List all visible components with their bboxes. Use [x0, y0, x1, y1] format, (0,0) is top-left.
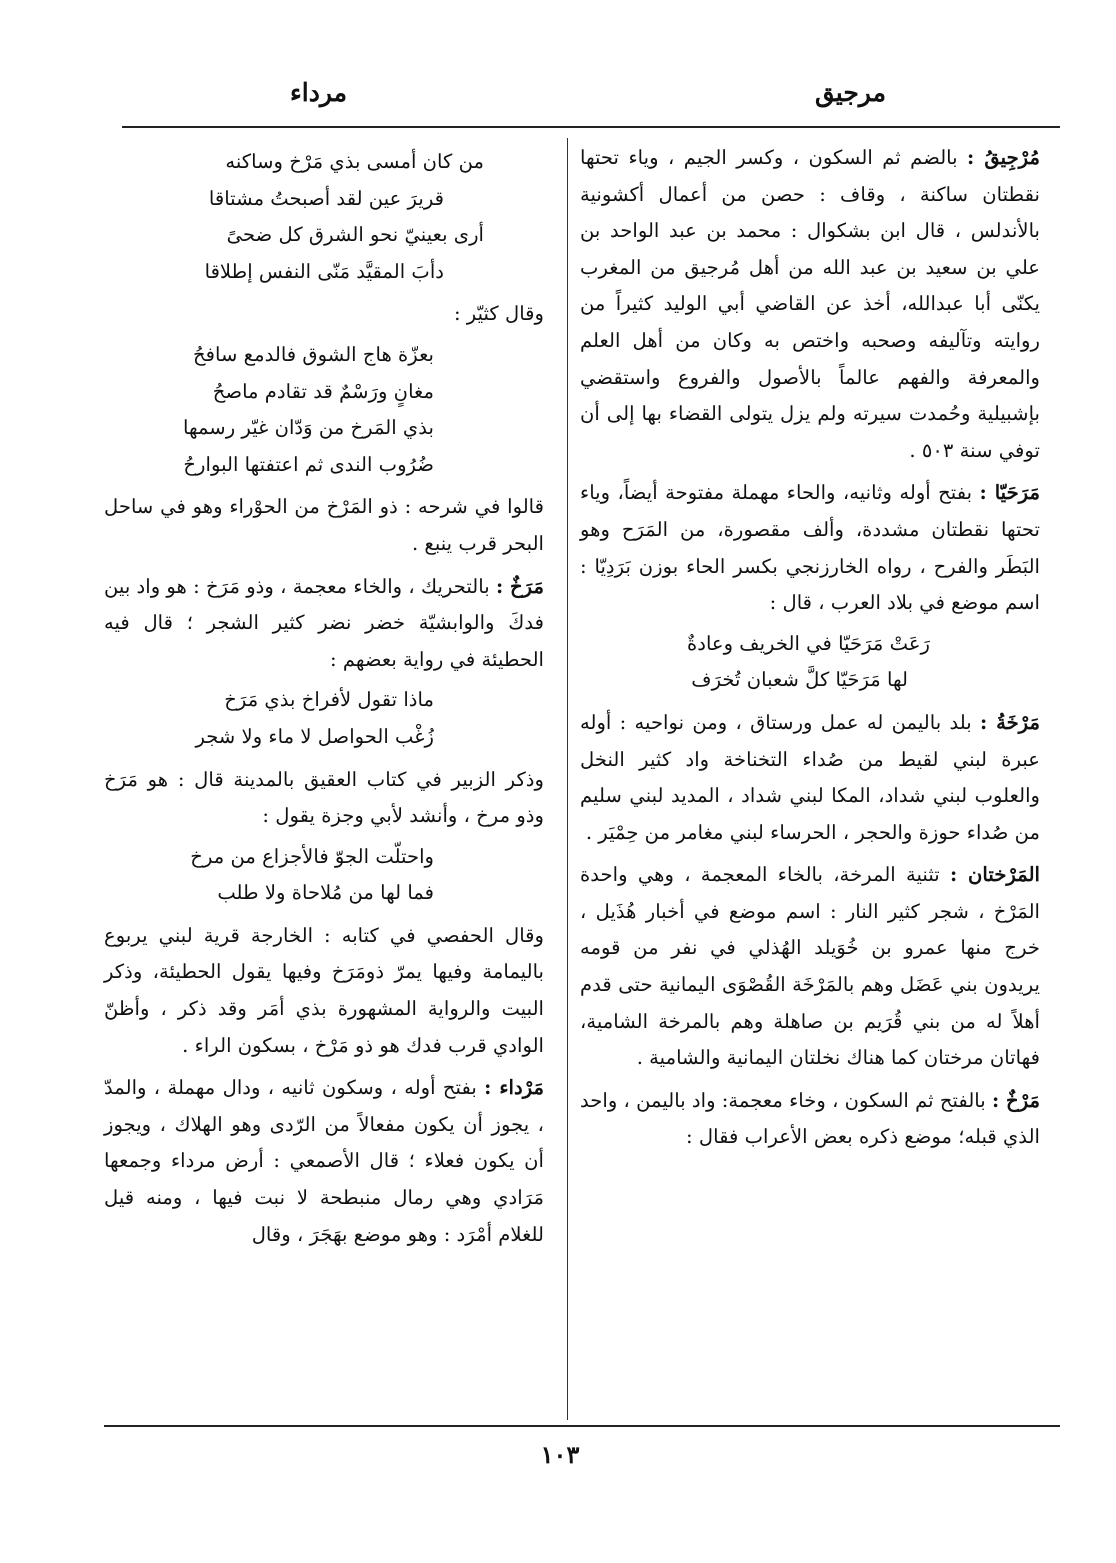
- entry-headword: مَرْداء :: [484, 1076, 545, 1100]
- verse-line: لها مَرَحَيّا كلَّ شعبان تُخرَف: [691, 668, 908, 692]
- entry-headword: المَرْختان :: [949, 863, 1040, 887]
- verse-line: زُغْب الحواصل لا ماء ولا شجر: [195, 724, 434, 748]
- entry-text: بالضم ثم السكون ، وكسر الجيم ، وياء تحتها نقطتان ساكنة ، وقاف : حصن من أعمال أكشونية بالأندلس ، قال ابن بشكوال : محمد بن عبد الواحد بن علي بن سعيد بن عبد الله من أهل مُرجيق من المغرب يكنّى أبا عبدالله، أخذ عن القاضي أبي الوليد كثيراً من روايته وتآليفه وصحبه واختص به وكان من أهل العلم والمعرفة والفهم عالماً بالأصول والفروع واستقضي بإشبيلية وحُمدت سيرته ولم يزل يتولى القضاء بها إلى أن توفي سنة ٥٠٣ .: [580, 146, 1040, 462]
- commentary: وذكر الزبير في كتاب العقيق بالمدينة قال : هو مَرَخ وذو مرخ ، وأنشد لأبي وجزة يقول :: [104, 767, 544, 828]
- verse-line: بعزّة هاج الشوق فالدمع سافحُ: [193, 342, 434, 366]
- column-separator: [567, 420, 568, 1420]
- entry-marahayya: [580, 475, 1040, 621]
- entry-text: بلد باليمن له عمل ورستاق ، ومن نواحيه : أوله عبرة لبني لقيط من صُداء التخناخة واد كثير النخل والعلوب لبني شداد، المكا لبني شداد ، المديد لبني سليم من صُداء حوزة والحجر ، الحرساء لبني مغامر من حِمْيَر .: [580, 710, 1040, 844]
- verse-line: من كان أمسى بذي مَرْخ وساكنه: [225, 150, 484, 173]
- entry-murjiq: [580, 140, 1040, 469]
- verse-line: فما لها من مُلاحاة ولا طلب: [217, 881, 434, 905]
- commentary: قالوا في شرحه : ذو المَرْخ من الحوْراء وهو في ساحل البحر قرب ينبع .: [104, 495, 544, 555]
- verse-line: قريرَ عين لقد أصبحتُ مشتاقا: [208, 186, 444, 210]
- running-header-right: مرجيق: [814, 78, 886, 107]
- entry-headword: مَرَحَيّا :: [979, 481, 1040, 505]
- header-rule: [122, 126, 1060, 128]
- verse-line: رَعَتْ مَرَحَيّا في الخريف وعادةٌ: [686, 631, 930, 655]
- entry-mardaa: [104, 1070, 544, 1253]
- entry-text: بالتحريك ، والخاء معجمة ، وذو مَرَخ : هو واد بين فدكَ والوابشيّة خضر نضر كثير الشجر ؛ قال فيه الحطيئة في رواية بعضهم :: [104, 574, 544, 671]
- verse-line: بذي المَرخ من وَدّان غيّر رسمها: [182, 416, 434, 440]
- verse: [104, 682, 544, 755]
- verse-line: مغانٍ ورَسْمٌ قد تقادم ماصحُ: [212, 379, 434, 403]
- entry-headword: مَرْخَةُ :: [979, 710, 1040, 734]
- entry-marakh: [104, 569, 544, 679]
- verse-line: واحتلّت الجوّ فالأجزاع من مرخ: [190, 844, 434, 868]
- column-separator-top: [567, 138, 568, 420]
- entry-markh: [580, 1083, 1040, 1156]
- verse: [104, 144, 544, 290]
- footer-rule: [104, 1425, 1060, 1427]
- verse-line: ماذا تقول لأفراخ بذي مَرَخ: [224, 688, 434, 712]
- verse: [104, 839, 544, 912]
- verse-line: دأبَ المقيَّد مَنّى النفس إطلاقا: [204, 259, 444, 283]
- entry-headword: مَرْخٌ :: [991, 1088, 1040, 1112]
- entry-text: تثنية المرخة، بالخاء المعجمة ، وهي واحدة المَرْخ ، شجر كثير النار : اسم موضع في أخبار هُذَيل ، خرج منها عمرو بن خُوَيلد الهُذلي في نفر من قومه يريدون بني عَضَل وهم بالمَرْخَة القُصْوَى اليمانية حتى قدم أهلاً له من بني قُرَيم بن صاهلة وهم بالمرخة الشامية، فهاتان مرختان كما هناك نخلتان اليمانية والشامية .: [580, 863, 1040, 1070]
- entry-text: بفتح أوله ، وسكون ثانيه ، ودال مهملة ، والمدّ ، يجوز أن يكون مفعالاً من الرّدى وهو الهلاك ، ويجوز أن يكون فعلاء ؛ قال الأصمعي : أرض مرداء وجمعها مَرَادي وهي رمال منبطحة لا نبت فيها ، ومنه قيل للغلام أمْرَد : وهو موضع بهَجَرَ ، وقال: [104, 1076, 544, 1246]
- page-number: ١٠٣: [540, 1440, 580, 1469]
- right-column: [580, 140, 1040, 1156]
- entry-text: بفتح أوله وثانيه، والحاء مهملة مفتوحة أيضاً، وياء تحتها نقطتان مشددة، وألف مقصورة، من المَرَح وهو البَطَر والفرح ، رواه الخارزنجي بكسر الحاء بوزن بَرَدِيّا : اسم موضع في بلاد العرب ، قال :: [580, 481, 1040, 615]
- quote-intro: وقال كثيّر :: [453, 302, 544, 326]
- verse-line: أرى بعينيّ نحو الشرق كل ضحىً: [226, 223, 484, 247]
- running-header-left: مرداء: [290, 78, 348, 107]
- left-column: [104, 140, 544, 1253]
- commentary: وقال الحفصي في كتابه : الخارجة قرية لبني يربوع باليمامة وفيها يمرّ ذومَرَخ وفيها يقول الحطيئة، وذكر البيت والرواية المشهورة بذي أمَر وقد ذكر ، وأظنّ الوادي قرب فدك هو ذو مَرْخ ، بسكون الراء .: [104, 923, 544, 1057]
- entry-headword: مَرَخٌ :: [495, 574, 544, 598]
- entry-text: بالفتح ثم السكون ، وخاء معجمة: واد باليمن ، واحد الذي قبله؛ موضع ذكره بعض الأعراب فقال :: [580, 1088, 1040, 1149]
- verse: [580, 626, 1040, 699]
- entry-headword: مُرْجِيقُ :: [967, 146, 1040, 169]
- verse-line: ضُرُوب الندى ثم اعتفتها البوارحُ: [183, 452, 434, 476]
- verse: [104, 337, 544, 483]
- entry-markhatan: [580, 857, 1040, 1077]
- entry-markha: [580, 705, 1040, 851]
